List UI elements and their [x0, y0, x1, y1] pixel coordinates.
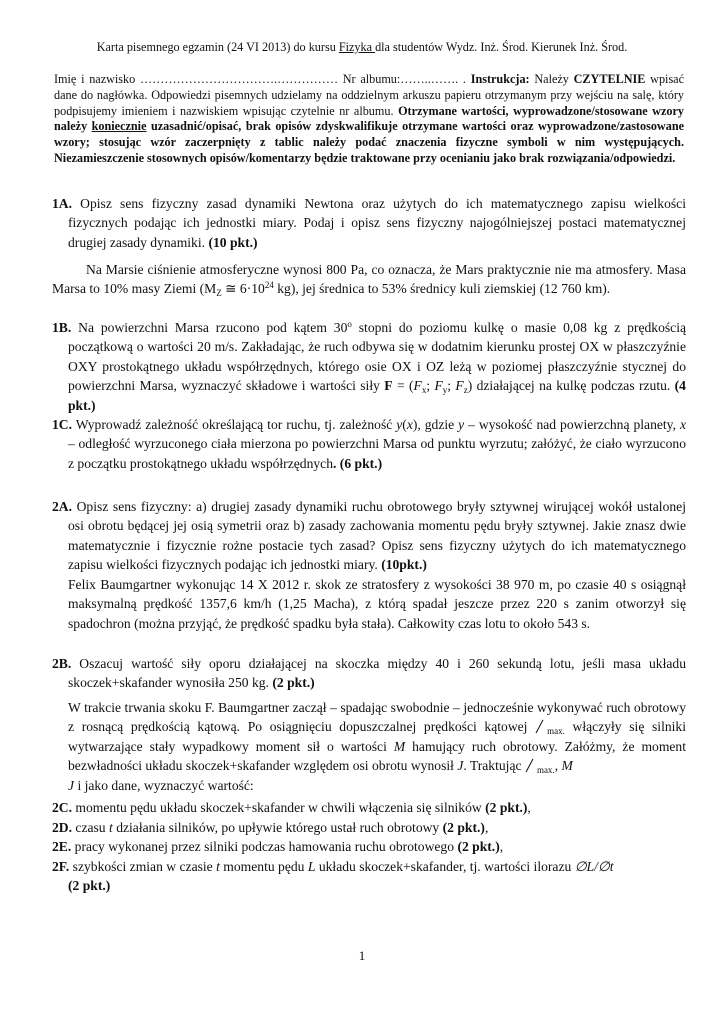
czytelnie-word: CZYTELNIE: [573, 72, 646, 86]
force-symbol: F: [384, 378, 393, 394]
mars-text: kg), jej średnica to 53% średnicy kuli ziemskiej (12 760 km).: [273, 281, 611, 297]
instructions-block: [54, 72, 684, 167]
task-label: 1A.: [52, 196, 73, 211]
var-y: y: [458, 417, 465, 432]
var-j: J: [68, 777, 75, 793]
task-label: 1C.: [52, 417, 73, 432]
task-text: ,: [527, 800, 531, 815]
rotation-text: włączyły się silniki wytwarzające stały wypadkowy moment sił o wartości: [68, 719, 686, 754]
var-l: L: [307, 859, 316, 874]
task-points: (2 pkt.): [442, 820, 485, 835]
instructions-bold-text: Otrzymane wartości, wyprowadzone/stosowane wzory należy: [54, 103, 684, 134]
task-2a: [52, 497, 686, 575]
instructions-label: Instrukcja:: [470, 72, 530, 86]
omega-icon: [525, 757, 535, 773]
task-text: Opisz sens fizyczny zasad dynamiki Newtona oraz użytych do ich matematycznego zapisu wielkości fizycznych podając ich jednostki miary. Podaj i opisz sens fizyczny najogólniejszej postaci matematycznej drugiej zasady dynamiki.: [68, 196, 686, 250]
rotation-text: ,: [554, 758, 562, 774]
rotation-text: hamujący ruch obrotowy. Załóżmy, że moment bezwładności układu skoczek+skafander względem osi obrotu wynosił: [68, 738, 686, 774]
task-2f: [52, 857, 686, 896]
task-text: momentu pędu układu skoczek+skafander w chwili włączenia się silników: [72, 800, 486, 815]
task-label: 2D.: [52, 820, 73, 835]
task-text: ,: [499, 839, 504, 854]
task-text: – odległość wyrzuconego ciała mierzona po powierzchni Marsa od punktu wyrzutu; załóżyć, że ciało wyrzucono z początku prostokątnego układu współrzędnych: [68, 436, 686, 471]
felix-text: Felix Baumgartner wykonując 14 X 2012 r. skok ze stratosfery z wysokości 38 970 m, po czasie 40 s osiągnął maksymalną prędkość 1357,6 km/h (1,25 Macha), z którą spadał jeszcze przez 220 s zanim otworzył się spadochron (można przyjąć, że prędkość spadku była stała). Całkowity czas lotu to około 543 s.: [68, 577, 686, 631]
task-label: 2A.: [52, 499, 73, 514]
rotation-text: jako dane, wyznaczyć wartość:: [84, 777, 254, 793]
task-label: 1B.: [52, 320, 72, 335]
max-subscript: max.: [547, 726, 565, 737]
task-label: 2E.: [52, 839, 72, 854]
mars-exponent: 24: [264, 280, 274, 291]
var-x: x: [679, 417, 686, 432]
exam-header: [0, 40, 724, 55]
force-x: F: [413, 378, 422, 394]
name-album-line: Imię i nazwisko …………………………….…………… Nr albumu:……..……. .: [54, 72, 471, 86]
task-text: ), gdzie: [412, 417, 459, 432]
var-m: M: [561, 758, 573, 774]
omega-icon: [535, 718, 545, 734]
rotation-text: . Traktując: [463, 758, 525, 774]
max-subscript: max.: [536, 765, 555, 776]
task-text: działania silników, po upływie którego ustał ruch obrotowy: [112, 820, 443, 835]
subscript-z: z: [463, 385, 468, 396]
task-text: Na powierzchni Marsa rzucono pod kątem 30: [71, 320, 348, 335]
task-points: (2 pkt.): [457, 839, 500, 854]
rotation-intro: [68, 698, 686, 795]
task-label: 2C.: [52, 800, 73, 815]
task-text: Opisz sens fizyczny: a) drugiej zasady dynamiki ruchu obrotowego bryły sztywnej wirującej wokół ustalonej osi obrotu będącej jej osią symetrii oraz b) zasady zachowania momentu pędu bryły sztywnej. Jakie znasz dwie matematycznie i fizycznie rożne postacie tych zasad? Opisz sens fizyczny użytych do ich matematycznego zapisu wielkości fizycznych podając ich jednostki miary.: [68, 499, 686, 573]
var-t: t: [109, 820, 113, 835]
task-text: szybkości zmian w czasie: [69, 859, 217, 874]
force-z: F: [455, 378, 464, 394]
task-1b: [52, 318, 686, 415]
task-text: ) działającej na kulkę podczas rzutu.: [467, 378, 675, 394]
task-text: Wyprowadź zależność określającą tor ruchu, tj. zależność: [72, 417, 397, 432]
header-text: Karta pisemnego egzamin (24 VI 2013) do kursu: [96, 40, 339, 54]
koniecznie-word: koniecznie: [91, 119, 147, 134]
task-text: ;: [426, 378, 435, 394]
task-text: – wysokość nad powierzchną planety,: [464, 417, 680, 432]
task-points: (4 pkt.): [68, 378, 686, 413]
task-2b: [52, 654, 686, 693]
task-points: (2 pkt.): [485, 800, 528, 815]
task-points: . (6 pkt.): [333, 455, 383, 471]
task-2e: [52, 837, 686, 856]
mars-text: Na Marsie ciśnienie atmosferyczne wynosi 800 Pa, co oznacza, że Mars praktycznie nie ma atmosfery. Masa Marsa to 10% masy Ziemi (M: [52, 262, 686, 297]
task-text: momentu pędu: [219, 859, 308, 874]
var-t: t: [216, 859, 220, 874]
task-text: pracy wykonanej przez silniki podczas hamowania ruchu obrotowego: [71, 839, 458, 854]
force-y: F: [434, 378, 443, 394]
task-text: = (: [392, 378, 414, 394]
var-x: x: [406, 417, 413, 432]
mars-text: ≅ 6·10: [221, 281, 265, 297]
mars-intro: [52, 260, 686, 299]
subscript-x: x: [421, 385, 427, 396]
task-points: (2 pkt.): [272, 675, 315, 691]
task-2d: [52, 818, 686, 837]
task-text: stopni do poziomu kulkę o masie 0,08 kg z prędkością początkową o wartości 20 m/s. Zakładając, że ruch odbywa się w dodatnim kierunku prostej OX w płaszczyźnie OXY prostokątnego układu współrzędnych, którego osie OX i OZ leżą w poziomej płaszczyźnie stycznej do powierzchni Marsa, wyznaczyć składowe i wartości siły: [68, 320, 687, 394]
task-points: (2 pkt.): [68, 878, 111, 894]
instructions-text: Należy: [529, 72, 574, 86]
course-name: Fizyka: [338, 40, 376, 54]
task-text: układu skoczek+skafander, tj. wartości ilorazu: [315, 859, 575, 874]
task-label: 2F.: [52, 859, 70, 874]
task-points: (10 pkt.): [208, 234, 258, 250]
rotation-text: i: [74, 777, 85, 793]
task-1c: [52, 415, 686, 473]
header-faculty: dla studentów Wydz. Inż. Środ. Kierunek Inż. Środ.: [375, 40, 628, 54]
task-text: ;: [447, 378, 456, 394]
degree-sup: o: [347, 319, 352, 329]
task-text: ,: [484, 820, 489, 835]
task-text: czasu: [72, 820, 110, 835]
task-text: (: [402, 417, 407, 432]
var-j: J: [457, 758, 464, 774]
rotation-text: W trakcie trwania skoku F. Baumgartner zaczął – spadając swobodnie – jednocześnie wykonywać ruch obrotowy z rosnącą prędkością kątową. Po osiągnięciu dopuszczalnej prędkości kątowej: [68, 700, 686, 735]
instructions-text: wpisać dane do nagłówka. Odpowiedzi pisemnych udzielamy na oddzielnym arkuszu papieru otrzymanym przy wejściu na salę, który podpisujemy imieniem i nazwiskiem wpisując czytelnie nr albumu.: [54, 72, 685, 118]
mars-subscript: Z: [216, 288, 222, 299]
var-y: y: [396, 417, 403, 432]
task-text: Oszacuj wartość siły oporu działającej na skoczka między 40 i 260 sekundą lotu, jeśli masa układu skoczek+skafander wynosiła 250 kg.: [68, 656, 686, 691]
felix-intro: [68, 575, 686, 633]
var-m: M: [393, 738, 406, 754]
subscript-y: y: [442, 385, 448, 396]
task-1a: [52, 194, 686, 252]
derivative-ratio: ∅L/∅t: [574, 859, 614, 874]
task-points: (10pkt.): [381, 557, 427, 573]
task-2c: [52, 798, 686, 817]
page-number: 1: [358, 948, 366, 963]
task-label: 2B.: [52, 656, 72, 671]
instructions-bold-text: uzasadnić/opisać, brak opisów zdyskwalifikuje otrzymane wartości oraz wyprowadzone/zastosowane wzory; stosując wzór zaczerpnięty z tablic należy podać znaczenia fizyczne symboli w nim występujących. Niezamieszczenie stosownych opisów/komentarzy będzie traktowane przy ocenianiu jako brak rozwiązania/odpowiedzi.: [54, 119, 685, 165]
